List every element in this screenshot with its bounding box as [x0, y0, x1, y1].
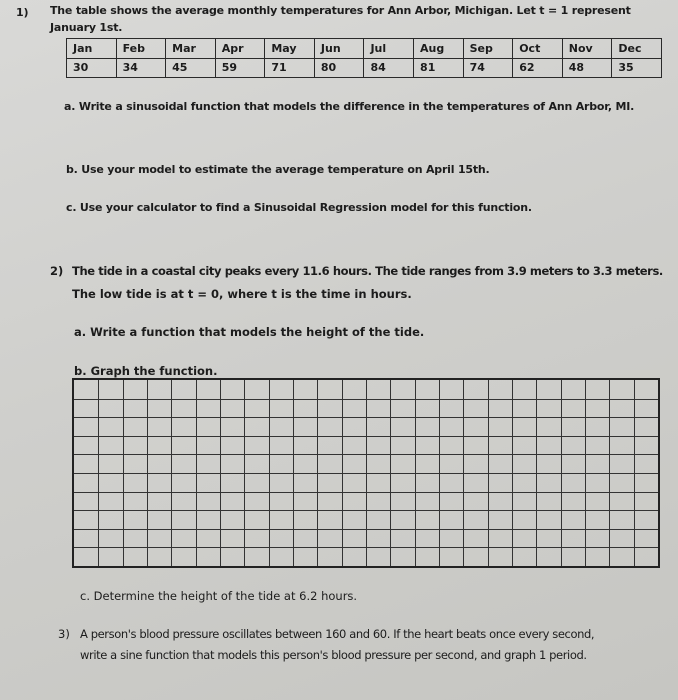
month-cell: Jul — [364, 39, 414, 59]
month-cell: Jun — [314, 39, 364, 59]
month-cell: Oct — [513, 39, 563, 59]
temperature-cell: 71 — [265, 58, 315, 78]
month-cell: Mar — [166, 39, 216, 59]
q3-line2: write a sine function that models this person's blood pressure per second, and graph 1 period. — [80, 648, 587, 662]
q1-prompt-line2: January 1st. — [50, 21, 123, 34]
temperature-cell: 59 — [215, 58, 265, 78]
q1-prompt-line1: The table shows the average monthly temperatures for Ann Arbor, Michigan. Let t = 1 represent — [50, 4, 631, 17]
temperature-cell: 35 — [612, 58, 662, 78]
month-cell: Jan — [67, 39, 117, 59]
q2-number: 2) — [50, 264, 64, 278]
temperature-table — [66, 38, 662, 78]
q1-number: 1) — [16, 6, 29, 19]
q1-part-c: c. Use your calculator to find a Sinusoidal Regression model for this function. — [66, 201, 532, 214]
temperature-cell: 45 — [166, 58, 216, 78]
month-cell: Dec — [612, 39, 662, 59]
q2-line2: The low tide is at t = 0, where t is the time in hours. — [72, 287, 412, 301]
q3-line1: A person's blood pressure oscillates between 160 and 60. If the heart beats once every second, — [80, 627, 595, 641]
month-cell: May — [265, 39, 315, 59]
temperature-cell: 80 — [314, 58, 364, 78]
month-cell: Apr — [215, 39, 265, 59]
temps-row — [67, 58, 662, 78]
months-row — [67, 39, 662, 59]
month-cell: Aug — [414, 39, 464, 59]
temperature-cell: 74 — [463, 58, 513, 78]
temperature-cell: 81 — [414, 58, 464, 78]
temperature-cell: 34 — [116, 58, 166, 78]
graph-grid-lines — [74, 380, 658, 566]
q1-part-b: b. Use your model to estimate the average temperature on April 15th. — [66, 163, 490, 176]
month-cell: Nov — [562, 39, 612, 59]
month-cell: Sep — [463, 39, 513, 59]
q3-number: 3) — [58, 627, 70, 641]
q2-part-c: c. Determine the height of the tide at 6.2 hours. — [80, 589, 358, 603]
temperature-cell: 48 — [562, 58, 612, 78]
temperature-cell: 84 — [364, 58, 414, 78]
q2-part-b: b. Graph the function. — [74, 364, 218, 378]
q1-part-a: a. Write a sinusoidal function that models the difference in the temperatures of Ann Arbor, MI. — [64, 100, 635, 113]
temperature-cell: 30 — [67, 58, 117, 78]
graph-grid — [72, 378, 660, 568]
q2-part-a: a. Write a function that models the height of the tide. — [74, 325, 425, 339]
month-cell: Feb — [116, 39, 166, 59]
q2-line1: The tide in a coastal city peaks every 11.6 hours. The tide ranges from 3.9 meters to 3.3 meters. — [72, 264, 663, 278]
temperature-cell: 62 — [513, 58, 563, 78]
